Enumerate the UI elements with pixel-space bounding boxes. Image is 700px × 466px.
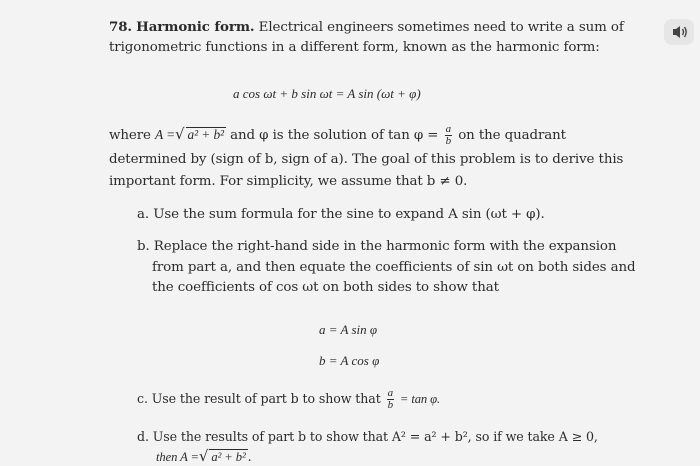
where-mid: and φ is the solution of tan φ = [230,128,439,143]
d-sqrt-symbol: √ [198,447,209,465]
a-over-b-fraction [445,124,452,147]
part-d-line1: d. Use the results of part b to show that A² = a² + b², so if we take A ≥ 0, [137,429,598,444]
problem-intro-line1 [109,19,624,35]
where-suffix: on the quadrant [458,128,566,143]
where-prefix: where [109,128,151,143]
c-fraction-numerator: a [387,387,393,399]
audio-button[interactable] [664,19,694,45]
part-c-suffix: = tan φ. [399,392,441,406]
c-fraction-denominator: b [387,399,393,411]
part-c [137,386,440,412]
important-line: important form. For simplicity, we assume that b ≠ 0. [109,174,468,189]
fraction-numerator: a [445,123,452,135]
problem-number: 78. [109,19,132,35]
sqrt-symbol: √ [175,125,185,143]
where-line [109,121,566,149]
d-sqrt-expression: a² + b² [211,450,246,464]
part-c-prefix: c. Use the result of part b to show that [137,391,381,406]
part-b-line1: b. Replace the right-hand side in the harmonic form with the expansion [137,239,617,254]
equation-b: b = A cos φ [319,353,380,368]
c-fraction [387,388,394,411]
part-b-line2: from part a, and then equate the coefficients of sin ωt on both sides and [152,260,636,275]
d-A-equals: then A = [156,450,199,464]
harmonic-equation: a cos ωt + b sin ωt = A sin (ωt + φ) [233,86,421,101]
sqrt-expression: a² + b² [187,127,224,142]
problem-title: Harmonic form. [136,19,255,35]
determined-line: determined by (sign of b, sign of a). The goal of this problem is to derive this [109,152,624,167]
equation-a: a = A sin φ [319,322,378,337]
part-d-line2 [156,447,252,465]
part-a: a. Use the sum formula for the sine to expand A sin (ωt + φ). [137,207,545,222]
speaker-icon [664,19,694,45]
fraction-denominator: b [445,135,452,147]
part-b-line3: the coefficients of cos ωt on both sides to show that [152,280,499,295]
d-period: . [247,449,252,464]
A-equals: A = [155,127,176,142]
intro-text-1: Electrical engineers sometimes need to write a sum of [258,20,624,35]
intro-text-2: trigonometric functions in a different form, known as the harmonic form: [109,40,600,55]
